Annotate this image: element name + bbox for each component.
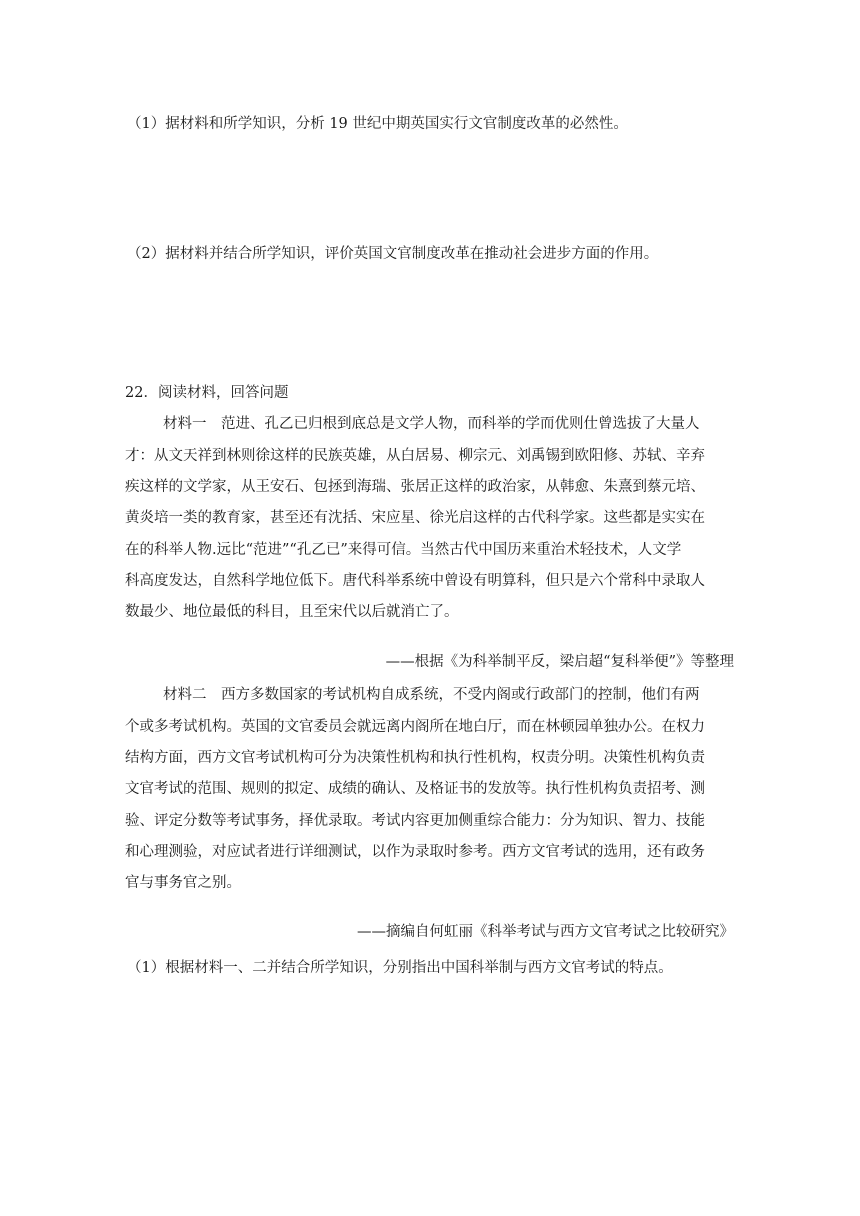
sub-question-1: （1）根据材料一、二并结合所学知识，分别指出中国科举制与西方文官考试的特点。 bbox=[127, 960, 673, 976]
material-2-line: 个或多考试机构。英国的文官委员会就远离内阁所在地白厅，而在林顿园单独办公。在权力 bbox=[125, 719, 705, 735]
material-1-line: 疾这样的文学家，从王安石、包拯到海瑞、张居正这样的政治家，从韩愈、朱熹到蔡元培、 bbox=[125, 479, 705, 495]
material-1-line: 数最少、地位最低的科目，且至宋代以后就消亡了。 bbox=[125, 604, 459, 620]
material-2-line: 结构方面，西方文官考试机构可分为决策性机构和执行性机构，权责分明。决策性机构负责 bbox=[125, 750, 705, 766]
material-1-line: 黄炎培一类的教育家，甚至还有沈括、宋应星、徐光启这样的古代科学家。这些都是实实在 bbox=[125, 510, 705, 526]
material-2-line: 文官考试的范围、规则的拟定、成绩的确认、及格证书的发放等。执行性机构负责招考、测 bbox=[125, 781, 705, 797]
material-1-source: ——根据《为科举制平反，梁启超“复科举便”》等整理 bbox=[385, 654, 734, 670]
prev-question-1: （1）据材料和所学知识，分析 19 世纪中期英国实行文官制度改革的必然性。 bbox=[127, 116, 628, 132]
material-2-source: ——摘编自何虹丽《科举考试与西方文官考试之比较研究》 bbox=[357, 924, 734, 940]
question-22-heading: 22．阅读材料，回答问题 bbox=[125, 385, 289, 401]
prev-question-2: （2）据材料并结合所学知识，评价英国文官制度改革在推动社会进步方面的作用。 bbox=[127, 246, 659, 262]
material-2-line: 官与事务官之别。 bbox=[125, 875, 241, 891]
material-2-line: 验、评定分数等考试事务，择优录取。考试内容更加侧重综合能力：分为知识、智力、技能 bbox=[125, 813, 705, 829]
material-1-line: 科高度发达，自然科学地位低下。唐代科举系统中曾设有明算科，但只是六个常科中录取人 bbox=[125, 573, 705, 589]
material-1-line: 才：从文天祥到林则徐这样的民族英雄，从白居易、柳宗元、刘禹锡到欧阳修、苏轼、辛弃 bbox=[125, 448, 705, 464]
material-2-line: 材料二 西方多数国家的考试机构自成系统，不受内阁或行政部门的控制，他们有两 bbox=[163, 687, 700, 703]
material-1-line: 在的科举人物.远比“范进”“孔乙已”来得可信。当然古代中国历来重治术轻技术，人文学 bbox=[125, 542, 682, 558]
material-1-line: 材料一 范进、孔乙已归根到底总是文学人物，而科举的学而优则仕曾选拔了大量人 bbox=[163, 416, 700, 432]
material-2-line: 和心理测验，对应试者进行详细测试，以作为录取时参考。西方文官考试的选用，还有政务 bbox=[125, 844, 705, 860]
